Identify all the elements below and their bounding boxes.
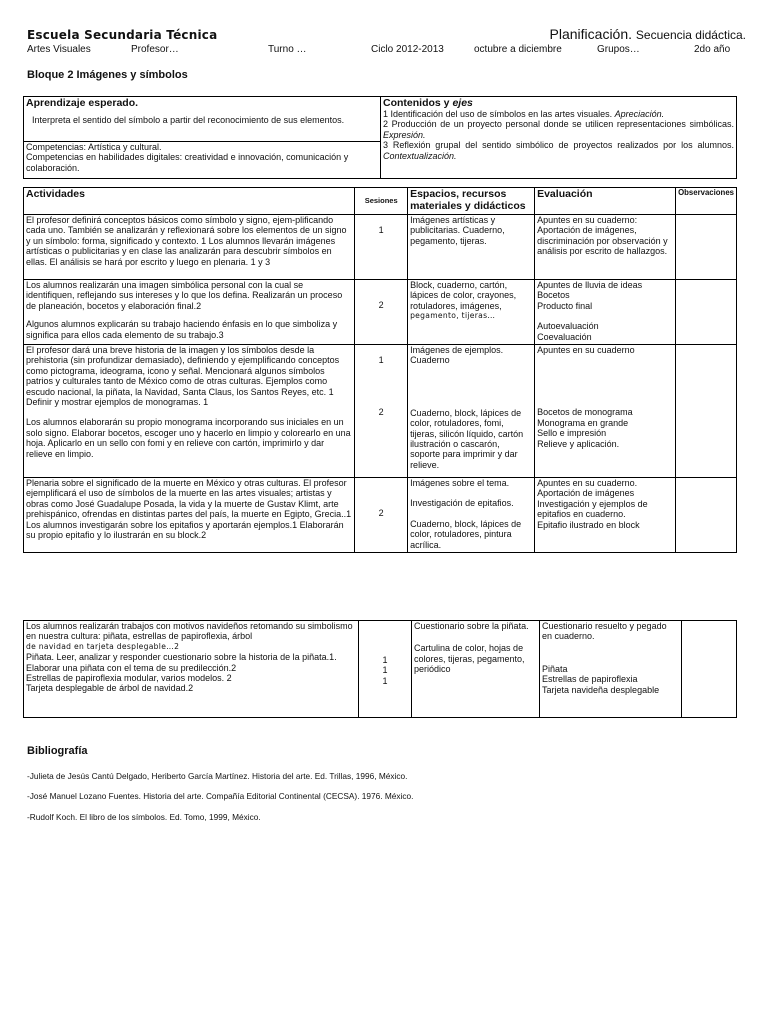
- header-evaluation: Evaluación: [535, 188, 676, 215]
- learning-cell: [24, 97, 381, 142]
- bibliography-item-3: -Rudolf Koch. El libro de los símbolos. Ed. Tomo, 1999, México.: [27, 812, 261, 822]
- row1-activity: El profesor definirá conceptos básicos como símbolo y signo, ejem-plificando cada uno. También se analizarán y reflexionará sobre los elementos de un signo y un símbolo: forma, significado y contexto. 1 Los alumnos llevarán imágenes artísticas o publicitarias y en clase las analizarán para descubrir símbolos en ellas. El análisis se hará por escrito y luego en plenaria. 1 y 3: [24, 215, 355, 280]
- learning-text: Interpreta el sentido del símbolo a partir del reconocimiento de sus elementos.: [32, 115, 345, 125]
- christmas-sessions: 1 1 1: [359, 621, 412, 718]
- row3-resources: Imágenes de ejemplos. Cuaderno Cuaderno, block, lápices de color, rotuladores, fomi, tijeras, silicón líquido, cartón ilustración o cascarón, soporte para imprimir y dar relieve.: [408, 345, 535, 478]
- shift: Turno …: [268, 44, 307, 55]
- table-row: [24, 621, 737, 718]
- plan-main: Planificación.: [549, 26, 633, 42]
- activities-table: [23, 187, 737, 553]
- christmas-table: [23, 620, 737, 718]
- row2-evaluation: Apuntes de lluvia de ideas Bocetos Producto final Autoevaluación Coevaluación: [535, 280, 676, 345]
- teacher: Profesor…: [131, 44, 179, 55]
- contents-item-1: 1 Identificación del uso de símbolos en las artes visuales. Apreciación.: [383, 109, 665, 119]
- plan-title: [550, 26, 746, 42]
- table-row: [24, 215, 737, 280]
- bibliography-item-1: -Julieta de Jesús Cantú Delgado, Heriberto García Martínez. Historia del arte. Ed. Trillas, 1996, México.: [27, 771, 408, 781]
- christmas-observations: [682, 621, 737, 718]
- row1-resources: Imágenes artísticas y publicitarias. Cuaderno, pegamento, tijeras.: [408, 215, 535, 280]
- bibliography-title: Bibliografía: [27, 745, 88, 757]
- row2-activity: Los alumnos realizarán una imagen simbólica personal con la cual se identifiquen, reflejando sus intereses y lo que los defina. Realizarán un proceso de planeación, bocetos y elaboración final.2 Algunos alumnos explicarán su trabajo haciendo énfasis en lo que simboliza y significa para ellos cada elemento de su trabajo.3: [24, 280, 355, 345]
- period: octubre a diciembre: [474, 44, 562, 55]
- christmas-evaluation: Cuestionario resuelto y pegado en cuaderno. Piñata Estrellas de papiroflexia Tarjeta navideña desplegable: [540, 621, 682, 718]
- row1-evaluation: Apuntes en su cuaderno: Aportación de imágenes, discriminación por observación y análisis por escrito de hallazgos.: [535, 215, 676, 280]
- row2-observations: [676, 280, 737, 345]
- contents-item-2: 2 Producción de un proyecto personal donde se utilicen representaciones simbólicas. Expresión.: [383, 119, 734, 140]
- grade: 2do año: [694, 44, 731, 55]
- competencies-2: Competencias en habilidades digitales: creatividad e innovación, comunicación y colaboración.: [26, 152, 349, 173]
- row4-activity: Plenaria sobre el significado de la muerte en México y otras culturas. El profesor ejemplificará el uso de símbolos de la muerte en las artes visuales; artistas y obras como José Guadalupe Posada, la vida y la muerte de Gustav Klimt, arte prehispánico, ofrendas en distintas partes del país, la muerte en Egipto, Grecia..1 Los alumnos investigarán sobre los epitafios y aportarán ejemplos.1 Elaborarán su propio epitafio y lo ilustrarán en su block.2: [24, 478, 355, 553]
- christmas-resources: Cuestionario sobre la piñata. Cartulina de color, hojas de colores, tijeras, pegamento, periódico: [412, 621, 540, 718]
- row3-activity: El profesor dará una breve historia de la imagen y los símbolos desde la prehistoria (sin profundizar demasiado), definiendo y ejemplificando conceptos como pictograma, ideograma, icono y señal. Mencionará algunos símbolos patrios y culturales tanto de México como de otras culturas. Ejemplos como escudo nacional, la piñata, la Navidad, Santa Claus, los Santos Reyes, etc. 1 Definir y mostrar ejemplos de monogramas. 1 Los alumnos elaborarán su propio monograma incorporando sus iniciales en un solo signo. Elaborar bocetos, escoger uno y hacerlo en limpio y colorearlo en una hoja. Aplicarlo en un sello con fomi y en relieve con cartón, imprimirlo y dar relieve en limpio.: [24, 345, 355, 478]
- subject: Artes Visuales: [27, 44, 91, 55]
- row3-evaluation: Apuntes en su cuaderno Bocetos de monograma Monograma en grande Sello e impresión Relieve y aplicación.: [535, 345, 676, 478]
- row2-sessions: 2: [355, 280, 408, 345]
- header-sessions: Sesiones: [355, 188, 408, 215]
- row3-observations: [676, 345, 737, 478]
- table-row: [24, 280, 737, 345]
- block-title: Bloque 2 Imágenes y símbolos: [27, 69, 188, 81]
- row2-resources: Block, cuaderno, cartón, lápices de color, crayones, rotuladores, imágenes, pegamento, tijeras…: [408, 280, 535, 345]
- table-row: [24, 478, 737, 553]
- groups: Grupos…: [597, 44, 640, 55]
- table-row: [24, 345, 737, 478]
- school-name: Escuela Secundaria Técnica: [27, 28, 218, 42]
- row4-evaluation: Apuntes en su cuaderno. Aportación de imágenes Investigación y ejemplos de epitafios en cuaderno. Epitafio ilustrado en block: [535, 478, 676, 553]
- row3-sessions: 1 2: [355, 345, 408, 478]
- bibliography-item-2: -José Manuel Lozano Fuentes. Historia del arte. Compañía Editorial Continental (CECSA). 1976. México.: [27, 791, 414, 801]
- header-observations: Observaciones: [676, 188, 737, 215]
- christmas-activity: Los alumnos realizarán trabajos con motivos navideños retomando su simbolismo en nuestra cultura: piñata, estrellas de papiroflexia, árbol de navidad en tarjeta desplegable…2 Piñata. Leer, analizar y responder cuestionario sobre la historia de la piñata.1. Elaborar una piñata con el tema de su predilección.2 Estrellas de papiroflexia modular, varios modelos. 2 Tarjeta desplegable de árbol de navidad.2: [24, 621, 359, 718]
- cycle: Ciclo 2012-2013: [371, 44, 444, 55]
- row1-observations: [676, 215, 737, 280]
- contents-item-3: 3 Reflexión grupal del sentido simbólico de proyectos realizados por los alumnos. Contextualización.: [383, 140, 734, 161]
- header-activities: Actividades: [24, 188, 355, 215]
- row4-sessions: 2: [355, 478, 408, 553]
- contents-cell: [381, 97, 737, 179]
- competencies-1: Competencias: Artística y cultural.: [26, 142, 162, 152]
- competencies-cell: [24, 142, 381, 179]
- learning-table: [23, 96, 737, 179]
- header-resources: Espacios, recursos materiales y didácticos: [408, 188, 535, 215]
- contents-title-main: Contenidos y: [383, 97, 450, 109]
- row4-observations: [676, 478, 737, 553]
- plan-sub: Secuencia didáctica.: [635, 28, 746, 42]
- row1-sessions: 1: [355, 215, 408, 280]
- row4-resources: Imágenes sobre el tema. Investigación de epitafios. Cuaderno, block, lápices de color, rotuladores, pintura acrílica.: [408, 478, 535, 553]
- contents-title-em: ejes: [452, 97, 473, 109]
- learning-title: Aprendizaje esperado.: [26, 97, 139, 109]
- contents-title: [383, 97, 734, 109]
